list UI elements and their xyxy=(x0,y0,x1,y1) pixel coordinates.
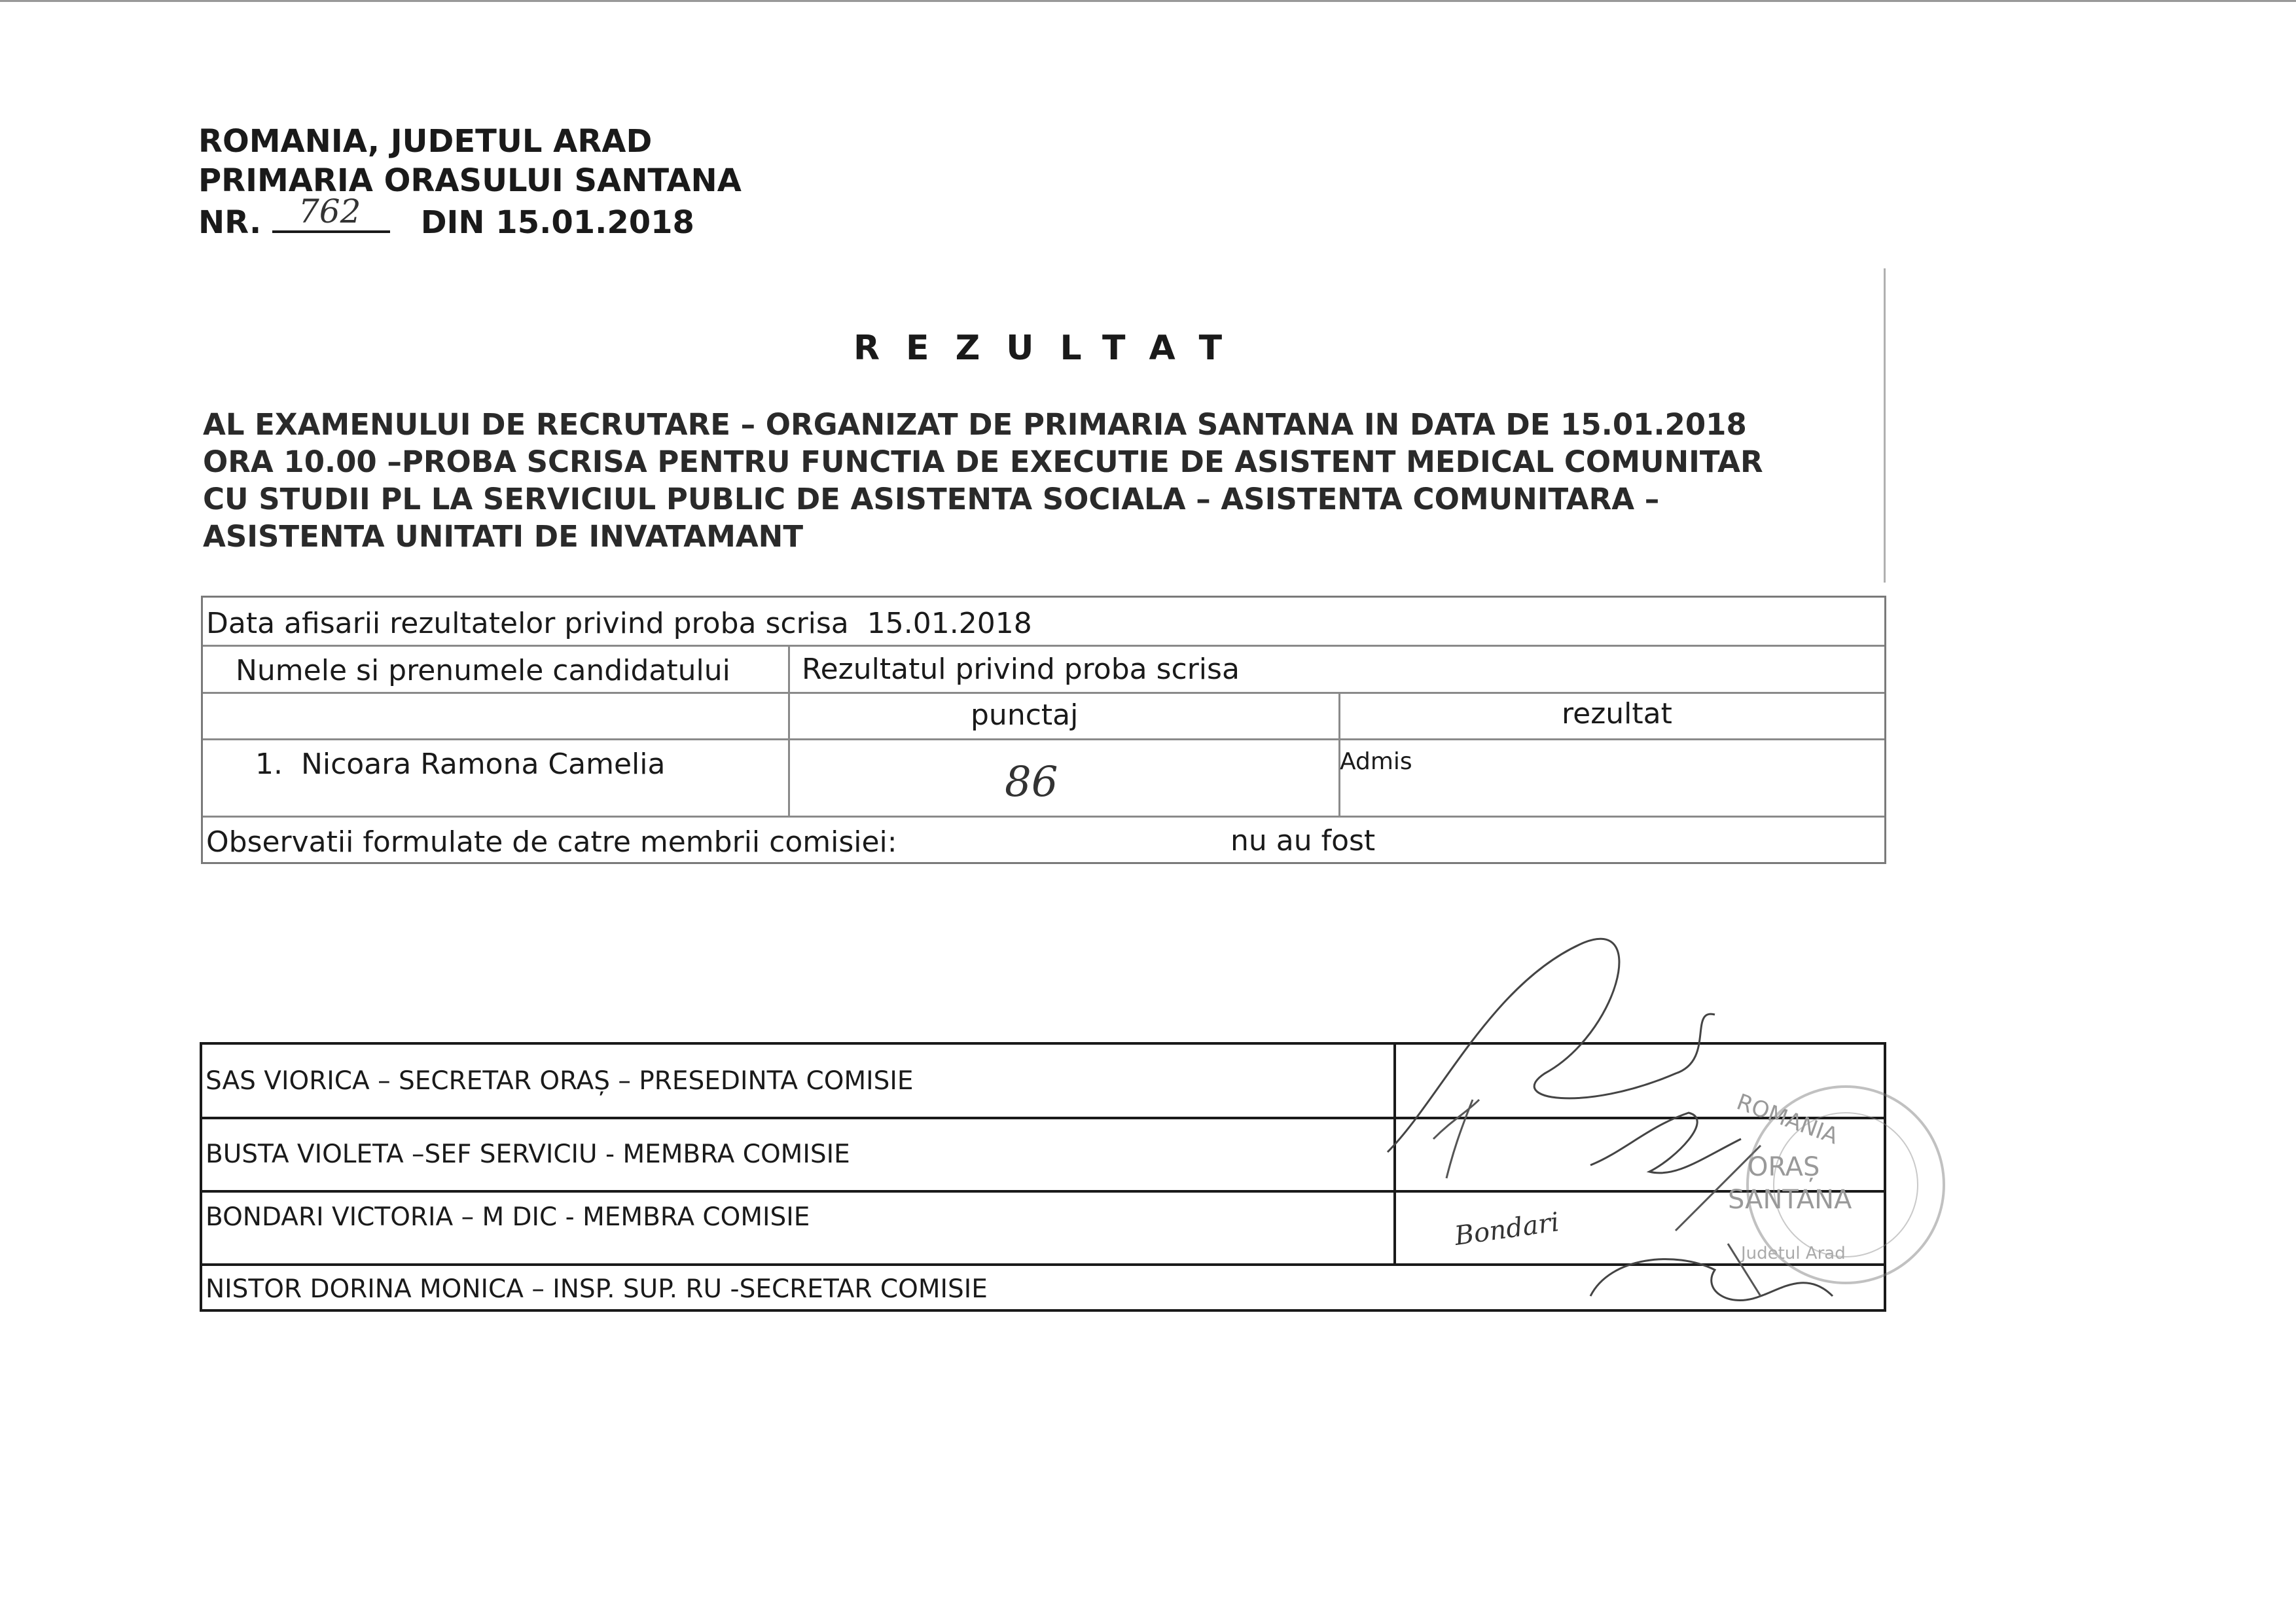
candidate-result: Admis xyxy=(1340,748,1412,775)
nr-date: DIN 15.01.2018 xyxy=(420,204,694,241)
date-label: Data afisarii rezultatelor privind proba scrisa 15.01.2018 xyxy=(206,607,1032,640)
candidate-index: 1. xyxy=(255,748,283,781)
stamp-text-town: SANTANA xyxy=(1728,1185,1852,1215)
stamp-text-top: ROMANIA xyxy=(1733,1089,1842,1150)
signatures-overlay xyxy=(1309,903,1964,1335)
candidate-score-handwritten: 86 xyxy=(1005,758,1058,806)
signature-bondari: Bondari xyxy=(1452,1207,1562,1252)
signature-nistor xyxy=(1590,1259,1833,1301)
document-title: REZULTAT xyxy=(853,329,1249,368)
sub-result-header: rezultat xyxy=(1562,697,1672,731)
sub-score-header: punctaj xyxy=(971,698,1079,732)
observations-label: Observatii formulate de catre membrii comisiei: xyxy=(206,825,897,859)
candidate-name: 1. Nicoara Ramona Camelia xyxy=(255,748,666,781)
commission-row: BUSTA VIOLETA –SEF SERVICIU - MEMBRA COMISIE xyxy=(206,1140,850,1169)
stamp-text-bottom: Judetul Arad xyxy=(1741,1244,1846,1263)
results-table xyxy=(201,596,1886,864)
description-line: CU STUDII PL LA SERVICIUL PUBLIC DE ASISTENTA SOCIALA – ASISTENTA COMUNITARA – xyxy=(203,482,1660,516)
stamp-text-mid: ORAȘ xyxy=(1748,1152,1820,1182)
signature-member-busta xyxy=(1590,1113,1741,1173)
header-line2: PRIMARIA ORASULUI SANTANA xyxy=(198,162,742,199)
nr-handwritten-value: 762 xyxy=(298,192,361,230)
header-nr-row xyxy=(198,192,694,241)
observations-value: nu au fost xyxy=(1230,824,1376,857)
col-name-header: Numele si prenumele candidatului xyxy=(236,654,730,687)
scan-edge-line xyxy=(0,0,2296,2)
signature-president xyxy=(1388,939,1715,1152)
nr-label: NR. xyxy=(198,204,262,241)
nr-underline xyxy=(272,192,390,233)
description-line: ASISTENTA UNITATI DE INVATAMANT xyxy=(203,519,804,554)
commission-row: SAS VIORICA – SECRETAR ORAȘ – PRESEDINTA COMISIE xyxy=(206,1066,914,1096)
document-description xyxy=(203,406,1892,555)
header-line1: ROMANIA, JUDETUL ARAD xyxy=(198,123,653,160)
description-line: ORA 10.00 –PROBA SCRISA PENTRU FUNCTIA DE EXECUTIE DE ASISTENT MEDICAL COMUNITAR xyxy=(203,444,1763,479)
date-value: 15.01.2018 xyxy=(867,607,1032,640)
col-result-header: Rezultatul privind proba scrisa xyxy=(802,653,1240,686)
commission-row: NISTOR DORINA MONICA – INSP. SUP. RU -SECRETAR COMISIE xyxy=(206,1274,988,1304)
description-line: AL EXAMENULUI DE RECRUTARE – ORGANIZAT DE PRIMARIA SANTANA IN DATA DE 15.01.2018 xyxy=(203,407,1747,442)
commission-row: BONDARI VICTORIA – M DIC - MEMBRA COMISIE xyxy=(206,1202,810,1232)
